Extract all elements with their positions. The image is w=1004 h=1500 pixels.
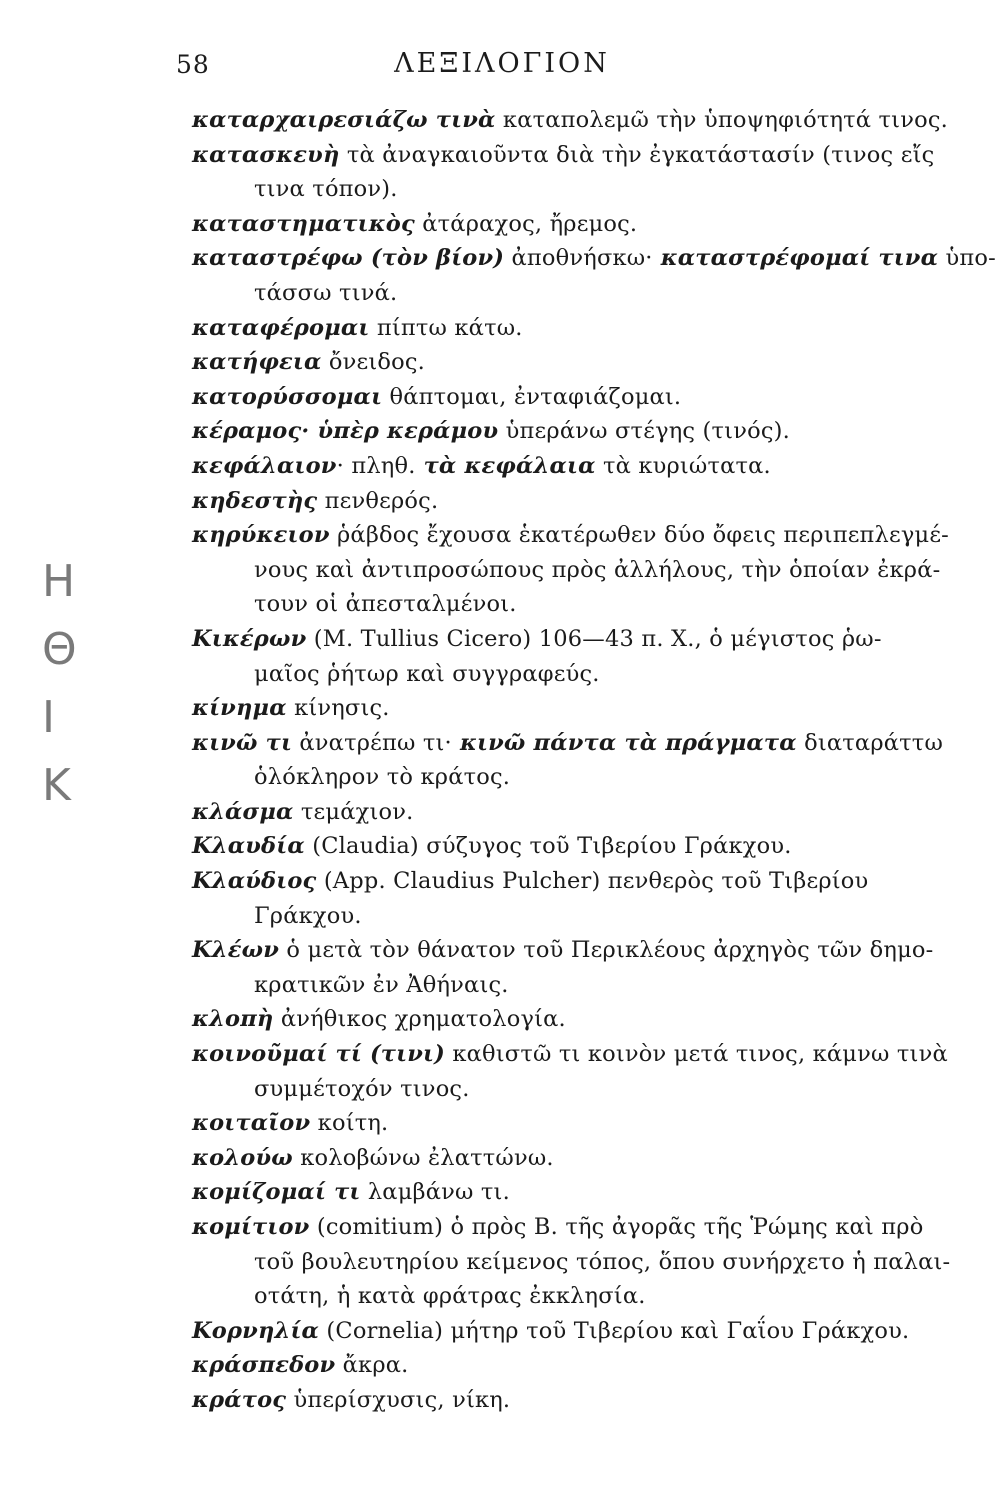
headword: κομίτιον bbox=[192, 1214, 310, 1240]
headword: κατορύσσομαι bbox=[192, 383, 383, 410]
headword: Κλέων bbox=[192, 937, 280, 964]
glossary-entry bbox=[192, 1348, 982, 1383]
definition: θάπτομαι, ἐνταφιάζομαι. bbox=[382, 383, 682, 410]
margin-handwritten-letters bbox=[42, 548, 102, 820]
definition-continuation: συμμέτοχόν τινος. bbox=[254, 1075, 470, 1102]
headword: κατήφεια bbox=[192, 349, 322, 376]
glossary-entries bbox=[192, 103, 996, 1418]
definition: πενθερός. bbox=[317, 487, 439, 514]
glossary-entry bbox=[192, 1037, 982, 1072]
page-header bbox=[0, 44, 1004, 84]
definition: διαταράττω bbox=[796, 729, 943, 756]
glossary-entry bbox=[192, 691, 982, 726]
headword: κινῶ τι bbox=[192, 729, 293, 756]
headword: καταρχαιρεσιάζω τινὰ bbox=[192, 107, 496, 133]
headword: κεφάλαιον bbox=[192, 452, 337, 479]
definition: καθιστῶ τι κοινὸν μετά τινος, κάμνω τινὰ bbox=[444, 1041, 948, 1068]
glossary-entry bbox=[192, 207, 982, 242]
definition-continuation: τινα τόπον). bbox=[254, 176, 398, 203]
glossary-entry bbox=[192, 864, 982, 899]
definition-continuation: νους καὶ ἀντιπροσώπους πρὸς ἀλλήλους, τὴν ὁποίαν ἐκρά- bbox=[254, 556, 941, 583]
running-head: ΛΕΞΙΛΟΓΙΟΝ bbox=[394, 48, 610, 79]
definition: (Claudia) σύζυγος τοῦ Τιβερίου Γράκχου. bbox=[304, 833, 792, 860]
definition: ὑπερίσχυσις, νίκη. bbox=[286, 1386, 511, 1413]
headword: κέραμος· ὑπὲρ κεράμου bbox=[192, 418, 499, 445]
glossary-entry bbox=[192, 241, 996, 276]
definition: πίπτω κάτω. bbox=[369, 314, 523, 341]
glossary-entry bbox=[192, 518, 982, 553]
headword: κράτος bbox=[192, 1386, 287, 1413]
glossary-entry bbox=[192, 1314, 982, 1349]
margin-letter: Η bbox=[42, 556, 76, 607]
glossary-entry bbox=[192, 1002, 982, 1037]
definition-continuation: τοῦ βουλευτηρίου κείμενος τόπος, ὅπου συνήρχετο ἡ παλαι- bbox=[254, 1248, 951, 1275]
headword: κράσπεδον bbox=[192, 1352, 336, 1379]
definition: (comitium) ὁ πρὸς Β. τῆς ἀγορᾶς τῆς Ῥώμης καὶ πρὸ bbox=[309, 1214, 924, 1240]
glossary-entry bbox=[192, 345, 982, 380]
definition: τὰ ἀναγκαιοῦντα διὰ τὴν ἐγκατάστασίν (τινος εἴς bbox=[339, 141, 935, 168]
headword: κηρύκειον bbox=[192, 522, 330, 549]
definition: ὑπεράνω στέγης (τινός). bbox=[498, 418, 790, 445]
headword: κολούω bbox=[192, 1144, 293, 1171]
definition-continuation: Γράκχου. bbox=[254, 902, 362, 929]
glossary-entry bbox=[192, 1210, 982, 1245]
headword: Κικέρων bbox=[192, 625, 307, 652]
headword: καταστηματικὸς bbox=[192, 210, 415, 237]
page-number: 58 bbox=[176, 50, 210, 79]
definition: · πληθ. bbox=[336, 452, 416, 479]
sub-headword: κινῶ πάντα τὰ πράγματα bbox=[451, 729, 797, 756]
glossary-entry bbox=[192, 103, 982, 138]
headword: Κορνηλία bbox=[192, 1317, 320, 1344]
margin-letter: Θ bbox=[42, 624, 77, 675]
definition: καταπολεμῶ τὴν ὑποψηφιότητά τινος. bbox=[495, 107, 948, 133]
definition: ἄκρα. bbox=[335, 1352, 409, 1379]
glossary-entry bbox=[192, 449, 982, 484]
definition: (M. Tullius Cicero) 106—43 π. Χ., ὁ μέγιστος ῥω- bbox=[306, 625, 882, 652]
definition: ἀτάραχος, ἤρεμος. bbox=[414, 210, 638, 237]
definition: λαμβάνω τι. bbox=[360, 1179, 510, 1206]
definition-continuation: οτάτη, ἡ κατὰ φράτρας ἐκκλησία. bbox=[254, 1283, 646, 1310]
definition: ἀνατρέπω τι· bbox=[292, 729, 452, 756]
glossary-entry bbox=[192, 829, 982, 864]
headword: κοινοῦμαί τί (τινι) bbox=[192, 1041, 445, 1068]
definition: (Cornelia) μήτηρ τοῦ Τιβερίου καὶ Γαΐου Γράκχου. bbox=[319, 1317, 910, 1344]
definition: ἀποθνήσκω· bbox=[504, 245, 653, 272]
sub-headword: τὰ κεφάλαια bbox=[415, 452, 596, 479]
margin-letter: Κ bbox=[42, 760, 71, 811]
definition: ῥάβδος ἔχουσα ἑκατέρωθεν δύο ὄφεις περιπεπλεγμέ- bbox=[329, 522, 949, 549]
glossary-entry bbox=[192, 1383, 982, 1418]
definition-continuation: τουν οἱ ἀπεσταλμένοι. bbox=[254, 591, 517, 618]
definition: κοίτη. bbox=[310, 1110, 389, 1137]
glossary-entry bbox=[192, 933, 982, 968]
glossary-entry bbox=[192, 726, 982, 761]
headword: κοιταῖον bbox=[192, 1110, 311, 1137]
definition: κίνησις. bbox=[286, 695, 390, 722]
definition-continuation: μαῖος ῥήτωρ καὶ συγγραφεύς. bbox=[254, 660, 600, 687]
glossary-entry bbox=[192, 380, 982, 415]
glossary-entry bbox=[192, 1106, 982, 1141]
headword: κατασκευὴ bbox=[192, 141, 340, 168]
definition: ὁ μετὰ τὸν θάνατον τοῦ Περικλέους ἀρχηγὸς τῶν δημο- bbox=[279, 937, 934, 964]
headword: καταστρέφω (τὸν βίον) bbox=[192, 245, 505, 272]
definition: τεμάχιον. bbox=[293, 798, 414, 825]
definition-continuation: κρατικῶν ἐν Ἀθήναις. bbox=[254, 971, 509, 998]
headword: κομίζομαί τι bbox=[192, 1179, 361, 1206]
headword: κλάσμα bbox=[192, 798, 294, 825]
definition: ἀνήθικος χρηματολογία. bbox=[273, 1006, 566, 1033]
glossary-entry bbox=[192, 795, 982, 830]
definition: ὄνειδος. bbox=[321, 349, 426, 376]
definition: κολοβώνω ἐλαττώνω. bbox=[292, 1144, 554, 1171]
glossary-entry bbox=[192, 138, 982, 173]
glossary-entry bbox=[192, 311, 982, 346]
headword: κηδεστὴς bbox=[192, 487, 318, 514]
headword: κλοπὴ bbox=[192, 1006, 274, 1033]
headword: καταφέρομαι bbox=[192, 314, 370, 341]
definition: τὰ κυριώτατα. bbox=[595, 452, 771, 479]
definition-continuation: τάσσω τινά. bbox=[254, 279, 398, 306]
glossary-entry bbox=[192, 1175, 982, 1210]
glossary-entry bbox=[192, 484, 982, 519]
sub-headword: καταστρέφομαί τινα bbox=[652, 245, 939, 272]
definition: (App. Claudius Pulcher) πενθερὸς τοῦ Τιβερίου bbox=[316, 868, 869, 895]
definition-continuation: ὁλόκληρον τὸ κράτος. bbox=[254, 764, 511, 791]
glossary-entry bbox=[192, 1141, 982, 1176]
margin-letter: Ι bbox=[42, 692, 55, 743]
definition: ὑπο- bbox=[938, 245, 996, 272]
headword: κίνημα bbox=[192, 695, 287, 722]
headword: Κλαύδιος bbox=[192, 868, 317, 895]
glossary-entry bbox=[192, 622, 982, 657]
glossary-entry bbox=[192, 414, 982, 449]
headword: Κλαυδία bbox=[192, 833, 305, 860]
